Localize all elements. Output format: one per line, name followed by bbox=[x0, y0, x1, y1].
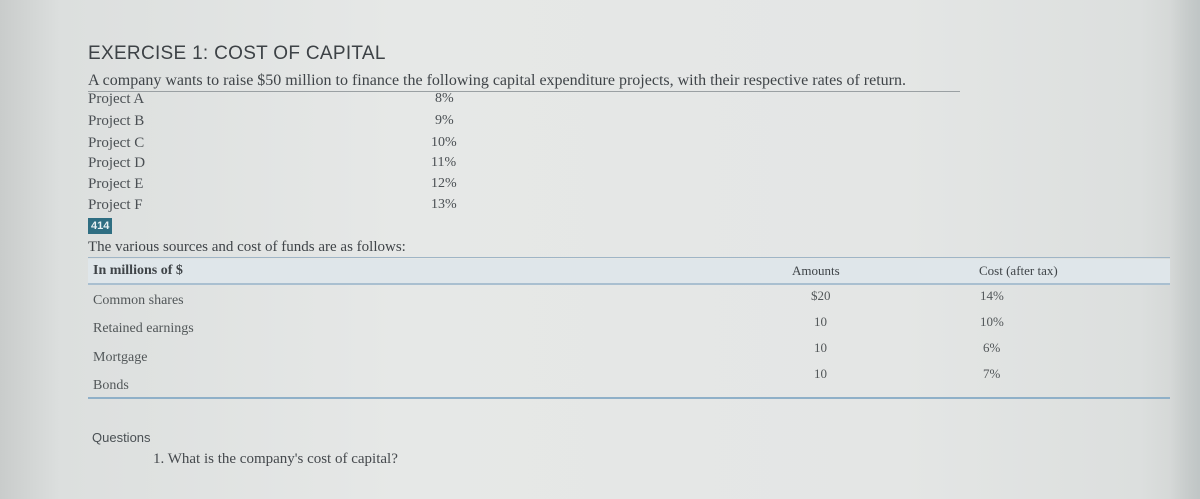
project-name: Project C bbox=[88, 135, 145, 151]
source-amount: 10 bbox=[814, 340, 827, 355]
project-row bbox=[88, 113, 488, 133]
source-cost: 7% bbox=[983, 366, 1001, 381]
project-rate: 8% bbox=[435, 91, 454, 106]
question-item: 1. What is the company's cost of capital? bbox=[153, 451, 398, 467]
project-rate: 10% bbox=[431, 135, 457, 150]
source-amount: 10 bbox=[814, 314, 827, 329]
project-rate: 9% bbox=[435, 113, 454, 128]
project-row bbox=[88, 197, 488, 217]
questions-heading: Questions bbox=[92, 430, 151, 445]
source-cost: 10% bbox=[980, 314, 1004, 329]
project-row bbox=[88, 91, 488, 111]
project-row bbox=[88, 135, 488, 155]
units-header: In millions of $ bbox=[93, 263, 183, 278]
page-edge-shadow bbox=[1170, 0, 1200, 499]
project-row bbox=[88, 155, 488, 175]
project-name: Project E bbox=[88, 176, 144, 192]
source-cost: 14% bbox=[980, 288, 1004, 303]
table-bottom-border bbox=[88, 397, 1170, 399]
intro-text: A company wants to raise $50 million to finance the following capital expenditure projects, with their respective rates of return. bbox=[88, 72, 906, 89]
project-name: Project D bbox=[88, 155, 146, 171]
source-name: Bonds bbox=[93, 378, 129, 393]
cost-header: Cost (after tax) bbox=[979, 263, 1058, 278]
project-row bbox=[88, 176, 488, 196]
amount-header: Amounts bbox=[792, 263, 840, 278]
project-name: Project F bbox=[88, 197, 143, 213]
source-amount: 10 bbox=[814, 366, 827, 381]
page-number-badge: 414 bbox=[88, 218, 112, 234]
source-name: Common shares bbox=[93, 293, 184, 308]
project-rate: 12% bbox=[431, 176, 457, 191]
exercise-title: EXERCISE 1: COST OF CAPITAL bbox=[88, 43, 386, 64]
source-cost: 6% bbox=[983, 340, 1001, 355]
source-amount: $20 bbox=[811, 288, 831, 303]
project-name: Project A bbox=[88, 91, 145, 107]
project-name: Project B bbox=[88, 113, 145, 129]
source-name: Mortgage bbox=[93, 350, 148, 365]
table-top-border bbox=[88, 257, 1170, 258]
project-rate: 11% bbox=[431, 155, 457, 170]
source-name: Retained earnings bbox=[93, 321, 194, 336]
project-rate: 13% bbox=[431, 197, 457, 212]
sources-intro-text: The various sources and cost of funds are as follows: bbox=[88, 239, 406, 255]
